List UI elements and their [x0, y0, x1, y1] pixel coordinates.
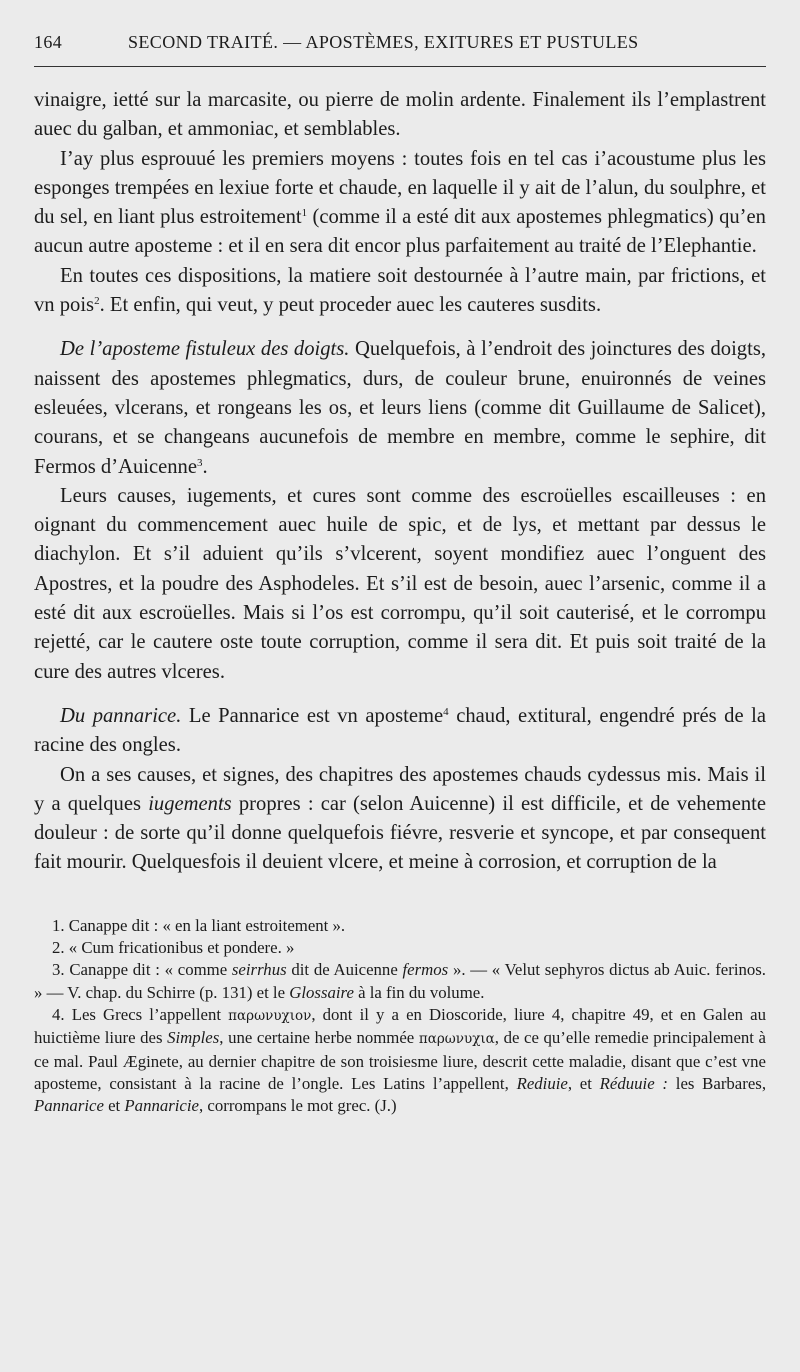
italic-term: iugements [148, 792, 232, 815]
greek-word: παρωνυχιον [228, 1007, 312, 1024]
footnote-4 [34, 1004, 766, 1117]
footnote-3 [34, 959, 766, 1004]
italic-term: Pannaricie [124, 1096, 199, 1116]
text: . Et enfin, qui veut, y peut proceder auec les cauteres susdits. [99, 294, 602, 317]
paragraph [34, 482, 766, 687]
paragraph [34, 86, 766, 145]
text: à la fin du volume. [353, 982, 485, 1002]
text: 3. Canappe dit : « comme [52, 960, 232, 980]
header-rule [34, 66, 766, 67]
section-paragraph [34, 335, 766, 481]
page-number: 164 [34, 32, 63, 52]
text: , une certaine herbe nommée [219, 1028, 419, 1048]
footnote-2 [34, 937, 766, 959]
italic-term: Glossaire [289, 982, 354, 1002]
footnote-ref[interactable]: 4 [443, 705, 449, 718]
italic-term: Réduuie : [599, 1073, 669, 1093]
text: chaud, extitural, engendré prés de la racine des ongles. [34, 704, 767, 757]
text: dit de Auicenne [286, 960, 403, 980]
italic-term: Pannarice [34, 1096, 104, 1116]
text: . [202, 455, 208, 478]
main-text [34, 86, 766, 878]
text: En toutes ces dispositions, la matiere soit destournée à l’autre main, par frictions, et vn pois [34, 264, 766, 317]
footnote-ref[interactable]: 2 [94, 295, 100, 308]
italic-term: fermos [402, 960, 449, 980]
text: , dont il y a en Dioscoride, liure 4, chapitre 49, et en Galen au huictième liure des [34, 1004, 766, 1048]
text: et [103, 1096, 125, 1116]
text: les Barbares, [668, 1073, 767, 1093]
footnote-ref[interactable]: 1 [301, 207, 308, 220]
text: I’ay plus esprouué les premiers moyens : toutes fois en tel cas i’acoustume plus les esponges trempées en lexiue forte et chaude, en laquelle il y ait de l’alun, du soulphre, et du sel, en liant plus estroitement [34, 147, 766, 229]
text: Le Pannarice est vn aposteme [181, 704, 444, 727]
italic-term: Rediuie [516, 1073, 568, 1093]
running-title: SECOND TRAITÉ. — APOSTÈMES, EXITURES ET PUSTULES [128, 32, 639, 52]
text: propres : car (selon Auicenne) il est difficile, et de vehemente douleur : de sorte qu’il donne quelquefois fiévre, resverie et syncope, et par consequent fait mourir. Quelquesfois il deuient vlcere, et meine à corrosion, et corruption de la [34, 792, 766, 874]
text: , corrompans le mot grec. (J.) [199, 1096, 397, 1116]
text: vinaigre, ietté sur la marcasite, ou pierre de molin ardente. Finalement ils l’emplastrent auec du galban, et ammoniac, et semblables. [34, 89, 766, 141]
italic-term: seirrhus [231, 960, 287, 980]
paragraph [34, 145, 766, 262]
text: On a ses causes, et signes, des chapitres des apostemes chauds cydessus mis. Mais il y a quelques [34, 763, 766, 815]
text: ». — « Velut sephyros dictus ab Auic. ferinos. » — V. chap. du Schirre (p. 131) et le [34, 960, 766, 1002]
text: 2. « Cum fricationibus et pondere. » [52, 938, 295, 958]
text: , de ce qu’elle remedie principalement à ce mal. Paul Æginete, au dernier chapitre de son troisiesme liure, descrit cette maladie, disant que c’est vne aposteme, consistant à la racine de l’ongle. Les Latins l’appellent, [34, 1028, 766, 1093]
text: 1. Canappe dit : « en la liant estroitement ». [52, 915, 346, 935]
greek-word: παρωνυχια [418, 1031, 495, 1048]
footnote-ref[interactable]: 3 [197, 456, 203, 469]
text: Leurs causes, iugements, et cures sont comme des escroüelles escailleuses : en oignant du commencement auec huile de spic, et de lys, et mettant par dessus le diachylon. Et s’il aduient qu’ils s’vlcerent, soyent mondifiez auec l’onguent des Apostres, et la poudre des Asphodeles. Et s’il est de besoin, auec l’arsenic, comme il a esté dit aux escroüelles. Mais si l’os est corrompu, qu’il soit cauterisé, et le corrompu rejetté, car le cautere oste toute corruption, comme il sera dit. Et puis soit traité de la cure des autres vlceres. [34, 484, 766, 683]
section-paragraph [34, 702, 766, 761]
text: (comme il a esté dit aux apostemes phlegmatics) qu’en aucun autre aposteme : et il en sera dit encor plus parfaitement au traité de l’Elephantie. [34, 206, 766, 258]
section-title: De l’aposteme fistuleux des doigts. [60, 338, 350, 361]
paragraph [34, 262, 766, 321]
footnotes [34, 915, 766, 1118]
text: 4. Les Grecs l’appellent [52, 1004, 229, 1024]
text: Quelquefois, à l’endroit des joinctures des doigts, naissent des apostemes phlegmatics, durs, de couleur brune, enuironnés de veines esleuées, vlcerans, et rongeans les os, et leurs liens (comme dit Guillaume de Salicet), courans, et se changeans aucunefois de membre en membre, comme le sephire, dit Fermos d’Auicenne [34, 338, 766, 478]
italic-term: Simples [167, 1028, 220, 1048]
text: , et [567, 1073, 600, 1093]
paragraph [34, 761, 766, 878]
footnote-1 [34, 915, 766, 937]
running-head [34, 32, 766, 58]
section-title: Du pannarice. [60, 704, 182, 727]
